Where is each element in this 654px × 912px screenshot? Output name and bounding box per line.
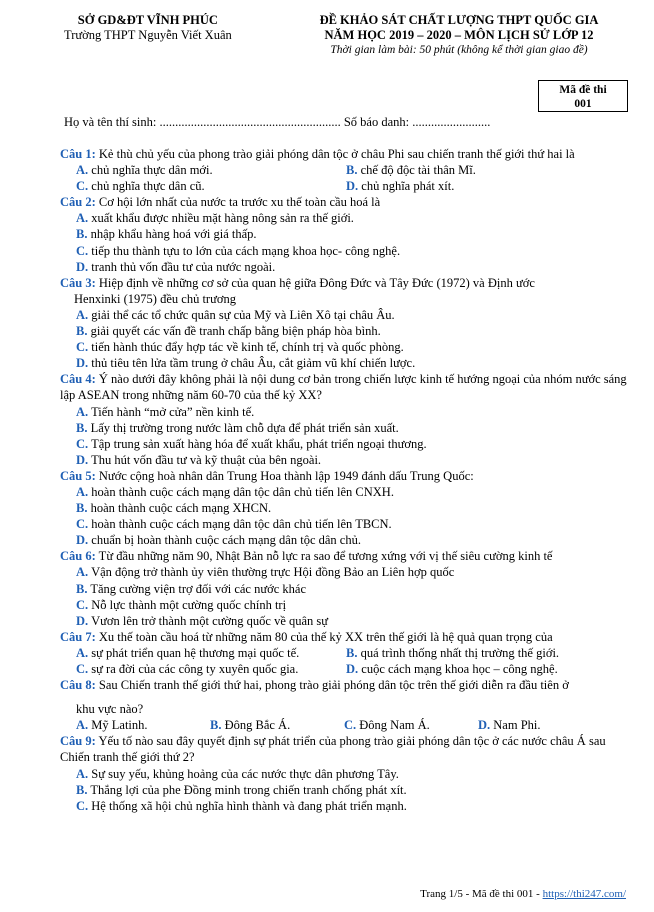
question-text: Ý nào dưới đây không phải là nội dung cơ bản trong chiến lược kinh tế hướng ngoại của nhóm nước sáng lập ASEAN trong những năm 60-70 của thế kỷ XX? [60, 372, 627, 403]
question-8 [60, 677, 630, 693]
option-label: D. [76, 533, 89, 548]
option-label: B. [76, 581, 88, 596]
spacer [60, 693, 630, 701]
option-text: xuất khẩu được nhiều mặt hàng nông sản ra thế giới. [91, 211, 354, 226]
question-text: Cơ hội lớn nhất của nước ta trước xu thế toàn cầu hoá là [95, 195, 381, 210]
option-b[interactable] [346, 645, 616, 661]
option-label: C. [76, 798, 89, 813]
option-text: Nam Phi. [493, 718, 541, 733]
option-c[interactable] [76, 661, 346, 677]
option-d[interactable] [60, 452, 630, 468]
option-label: B. [210, 718, 222, 733]
option-text: Vận động trở thành ủy viên thường trực Hội đồng Bảo an Liên hợp quốc [91, 565, 455, 580]
option-a[interactable] [60, 564, 630, 580]
option-label: C. [76, 597, 89, 612]
option-a[interactable] [76, 717, 210, 733]
option-label: D. [76, 613, 89, 628]
question-7 [60, 629, 630, 645]
question-text: Sau Chiến tranh thế giới thứ hai, phong trào giải phóng dân tộc trên thế giới diễn ra đầu tiên ở [95, 678, 569, 693]
options-row [60, 717, 630, 733]
option-d[interactable] [346, 661, 616, 677]
exam-year: NĂM HỌC 2019 – 2020 – MÔN LỊCH SỬ LỚP 12 [324, 28, 594, 42]
option-label: A. [76, 307, 89, 322]
footer-text: Trang 1/5 - Mã đề thi 001 - [420, 888, 543, 900]
option-text: Tăng cường viện trợ đối với các nước khác [90, 581, 306, 596]
option-text: hoàn thành cuộc cách mạng dân tộc dân chủ tiến lên CNXH. [91, 484, 394, 499]
option-label: D. [346, 662, 359, 676]
option-text: Sự suy yếu, khủng hoảng của các nước thực dân phương Tây. [91, 766, 399, 781]
option-text: chế độ độc tài thân Mĩ. [360, 163, 476, 178]
exam-title: ĐỀ KHẢO SÁT CHẤT LƯỢNG THPT QUỐC GIA [319, 13, 599, 27]
question-9 [60, 733, 630, 765]
option-b[interactable] [60, 323, 630, 339]
options-row [60, 162, 630, 178]
option-label: C. [76, 517, 89, 532]
question-number: Câu 3: [60, 275, 96, 290]
question-5 [60, 468, 630, 484]
option-text: tranh thủ vốn đầu tư của nước ngoài. [91, 259, 276, 274]
exam-code-value: 001 [574, 98, 592, 110]
question-number: Câu 1: [60, 147, 96, 161]
options-row [60, 178, 630, 194]
option-text: Tập trung sản xuất hàng hóa để xuất khẩu, phát triển ngoại thương. [91, 436, 427, 451]
option-label: A. [76, 163, 89, 178]
option-label: A. [76, 484, 89, 499]
option-label: D. [346, 179, 359, 194]
option-text: Vươn lên trở thành một cường quốc về quân sự [91, 613, 329, 628]
option-text: thủ tiêu tên lửa tầm trung ở châu Âu, cắt giảm vũ khí chiến lược. [91, 356, 416, 371]
option-text: chủ nghĩa thực dân mới. [91, 163, 213, 178]
option-label: C. [76, 662, 89, 676]
option-label: D. [76, 259, 89, 274]
question-number: Câu 9: [60, 734, 96, 749]
option-d[interactable] [478, 717, 612, 733]
option-c[interactable] [76, 178, 346, 194]
question-text: Nước cộng hoà nhân dân Trung Hoa thành lập 1949 đánh dấu Trung Quốc: [95, 468, 474, 483]
option-text: tiến hành thúc đẩy hợp tác về kinh tế, chính trị và quốc phòng. [91, 340, 404, 355]
option-text: chủ nghĩa phát xít. [361, 179, 455, 194]
options-row [60, 661, 630, 677]
question-number: Câu 8: [60, 678, 96, 693]
question-number: Câu 7: [60, 629, 96, 644]
question-6 [60, 548, 630, 564]
option-label: A. [76, 211, 89, 226]
option-text: sự ra đời của các công ty xuyên quốc gia. [91, 662, 299, 676]
option-label: B. [76, 501, 88, 516]
header-left [64, 13, 232, 43]
option-text: Tiến hành “mở cửa” nền kinh tế. [91, 404, 255, 419]
option-text: Lấy thị trường trong nước làm chỗ dựa để phát triển sản xuất. [90, 420, 399, 435]
option-label: A. [76, 718, 89, 733]
option-a[interactable] [60, 484, 630, 500]
header-right [300, 13, 618, 58]
option-a[interactable] [60, 307, 630, 323]
question-2 [60, 194, 630, 210]
option-text: giải quyết các vấn đề tranh chấp bằng biện pháp hòa bình. [90, 324, 381, 339]
option-text: Đông Nam Á. [359, 718, 430, 733]
option-a[interactable] [76, 162, 346, 178]
question-text: Yếu tố nào sau đây quyết định sự phát triển của phong trào giải phóng dân tộc ở các nước châu Á sau Chiến tranh thế giới thứ 2? [60, 734, 606, 765]
option-b[interactable] [60, 500, 630, 516]
option-a[interactable] [60, 210, 630, 226]
option-text: giải thể các tổ chức quân sự của Mỹ và Liên Xô tại châu Âu. [91, 307, 395, 322]
option-label: C. [76, 243, 89, 258]
question-number: Câu 4: [60, 372, 96, 387]
option-d[interactable] [60, 259, 630, 275]
option-label: C. [76, 340, 89, 355]
option-c[interactable] [60, 597, 630, 613]
option-label: A. [76, 645, 89, 660]
option-label: B. [76, 420, 88, 435]
option-text: Thắng lợi của phe Đồng minh trong chiến tranh chống phát xít. [90, 782, 407, 797]
option-label: B. [346, 645, 358, 660]
question-text: Kẻ thù chủ yếu của phong trào giải phóng dân tộc ở châu Phi sau chiến tranh thế giới thứ hai là [95, 147, 575, 161]
option-c[interactable] [60, 516, 630, 532]
option-a[interactable] [60, 404, 630, 420]
dept-name: SỞ GD&ĐT VĨNH PHÚC [77, 13, 218, 27]
question-text: Hiệp định về những cơ sở của quan hệ giữa Đông Đức và Tây Đức (1972) và Định ước [95, 275, 535, 290]
question-text-continued: khu vực nào? [76, 702, 144, 717]
footer-link[interactable]: https://thi247.com/ [542, 888, 626, 900]
option-text: Thu hút vốn đầu tư và kỹ thuật của bên ngoài. [91, 452, 322, 467]
option-label: B. [76, 782, 88, 797]
option-d[interactable] [60, 532, 630, 548]
option-label: B. [76, 324, 88, 339]
option-b[interactable] [346, 162, 616, 178]
option-label: C. [344, 718, 357, 733]
questions [60, 146, 630, 814]
option-c[interactable] [60, 798, 630, 814]
option-text: hoàn thành cuộc cách mạng dân tộc dân chủ tiến lên TBCN. [91, 517, 392, 532]
student-info-line: Họ và tên thí sinh: .......................................................... Số báo danh: ......................... [64, 115, 491, 129]
option-text: hoàn thành cuộc cách mạng XHCN. [90, 501, 272, 516]
option-d[interactable] [60, 613, 630, 629]
option-text: tiếp thu thành tựu to lớn của cách mạng khoa học- công nghệ. [91, 243, 401, 258]
question-number: Câu 2: [60, 195, 96, 210]
options-row [60, 645, 630, 661]
exam-code-label: Mã đề thi [559, 84, 607, 96]
option-text: chuẩn bị hoàn thành cuộc cách mạng dân tộc dân chủ. [91, 533, 361, 548]
option-text: sự phát triển quan hệ thương mại quốc tế. [91, 645, 300, 660]
page-footer [420, 887, 626, 901]
option-label: A. [76, 404, 89, 419]
option-label: A. [76, 766, 89, 781]
option-label: D. [76, 452, 89, 467]
option-b[interactable] [60, 420, 630, 436]
school-name: Trường THPT Nguyễn Viết Xuân [64, 28, 232, 42]
option-c[interactable] [60, 243, 630, 259]
option-b[interactable] [60, 226, 630, 242]
question-text: Xu thế toàn cầu hoá từ những năm 80 của thế kỷ XX trên thế giới là hệ quả quan trọng của [95, 629, 553, 644]
option-c[interactable] [60, 436, 630, 452]
option-text: Hệ thống xã hội chủ nghĩa hình thành và đang phát triển mạnh. [91, 798, 407, 813]
option-label: A. [76, 565, 89, 580]
option-label: B. [346, 163, 358, 178]
option-label: D. [478, 718, 491, 733]
option-b[interactable] [60, 782, 630, 798]
option-text: cuộc cách mạng khoa học – công nghệ. [361, 662, 558, 676]
question-4 [60, 371, 630, 403]
question-text-continued: Henxinki (1975) đều chủ trương [74, 291, 236, 306]
option-text: Đông Bắc Á. [224, 718, 291, 733]
option-d[interactable] [346, 178, 616, 194]
question-text: Từ đầu những năm 90, Nhật Bản nỗ lực ra sao để tương xứng với vị thế siêu cường kinh tế [95, 549, 553, 564]
option-label: C. [76, 436, 89, 451]
option-text: chủ nghĩa thực dân cũ. [91, 179, 205, 194]
option-a[interactable] [60, 766, 630, 782]
option-label: D. [76, 356, 89, 371]
question-number: Câu 5: [60, 468, 96, 483]
option-c[interactable] [344, 717, 478, 733]
option-b[interactable] [60, 581, 630, 597]
question-number: Câu 6: [60, 549, 96, 564]
option-text: quá trình thống nhất thị trường thế giới. [360, 645, 560, 660]
option-text: nhập khẩu hàng hoá với giá thấp. [90, 227, 257, 242]
option-d[interactable] [60, 355, 630, 371]
question-3 [60, 275, 630, 291]
option-label: B. [76, 227, 88, 242]
time-note: Thời gian làm bài: 50 phút (không kể thời gian giao đề) [330, 44, 588, 56]
option-text: Mỹ Latinh. [91, 718, 148, 733]
option-c[interactable] [60, 339, 630, 355]
exam-code-box [538, 80, 628, 112]
option-a[interactable] [76, 645, 346, 661]
option-text: Nỗ lực thành một cường quốc chính trị [91, 597, 287, 612]
option-b[interactable] [210, 717, 344, 733]
question-1 [60, 146, 630, 162]
option-label: C. [76, 179, 89, 194]
